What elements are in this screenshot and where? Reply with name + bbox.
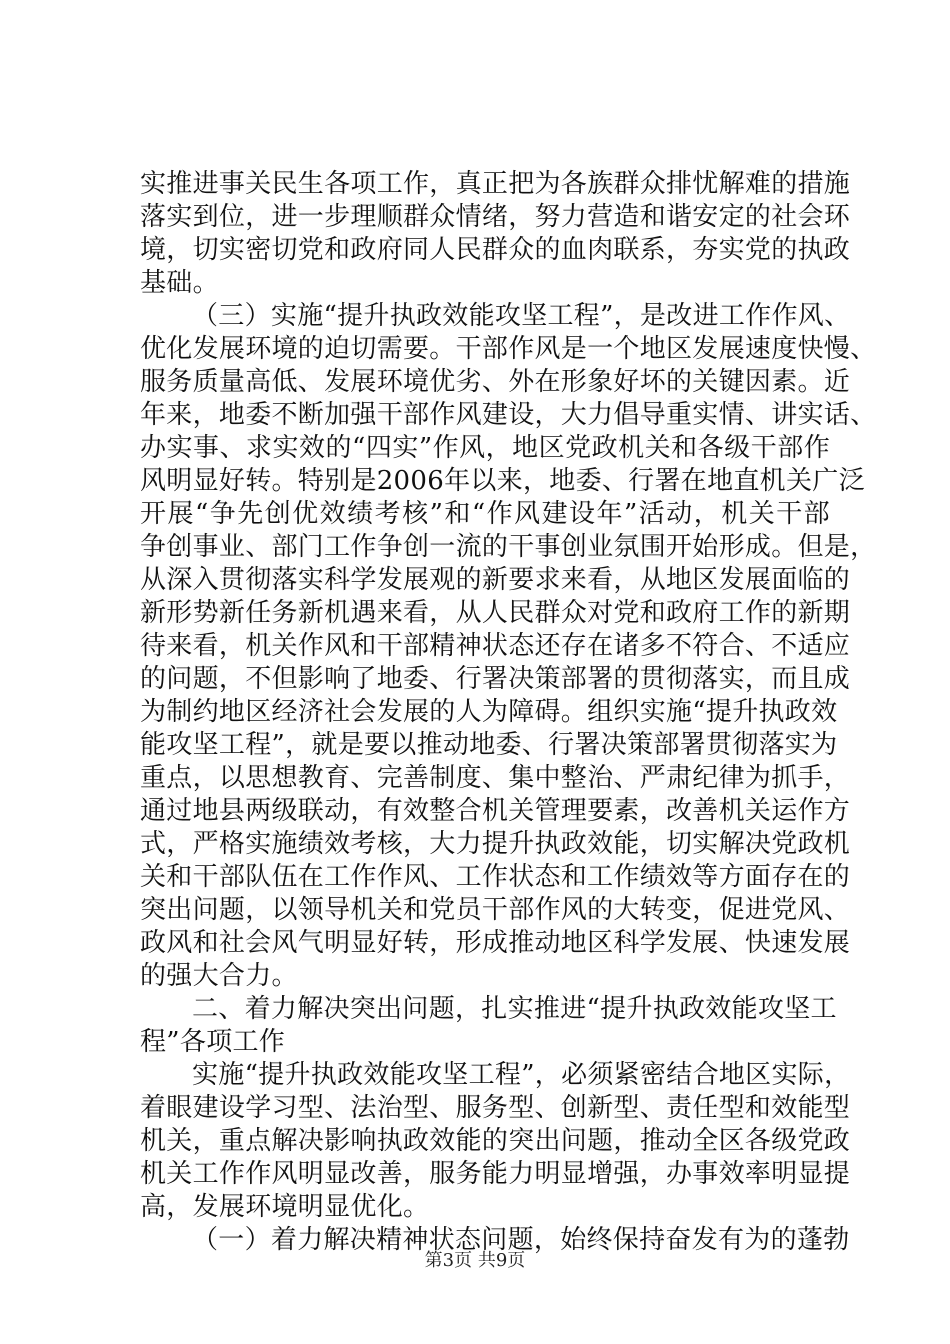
text-line: 待来看，机关作风和干部精神状态还存在诸多不符合、不适应 (140, 631, 851, 661)
section-heading-line: 二、着力解决突出问题，扎实推进“提升执政效能攻坚工 (192, 994, 837, 1024)
text-line: 机关工作作风明显改善，服务能力明显增强，办事效率明显提 (140, 1159, 851, 1189)
text-line: 新形势新任务新机遇来看，从人民群众对党和政府工作的新期 (140, 598, 851, 628)
text-line: 办实事、求实效的“四实”作风，地区党政机关和各级干部作 (140, 433, 830, 463)
page-number-footer: 第3页 共9页 (424, 1250, 526, 1271)
text-line: 式，严格实施绩效考核，大力提升执政效能，切实解决党政机 (140, 829, 851, 859)
text-line: （三）实施“提升执政效能攻坚工程”，是改进工作作风、 (192, 301, 851, 331)
section-heading-line: 程”各项工作 (140, 1027, 286, 1057)
text-line: 的问题，不但影响了地委、行署决策部署的贯彻落实，而且成 (140, 664, 851, 694)
body-text (140, 168, 877, 1257)
text-line: （一）着力解决精神状态问题，始终保持奋发有为的蓬勃 (192, 1225, 850, 1255)
text-line: 通过地县两级联动，有效整合机关管理要素，改善机关运作方 (140, 796, 851, 826)
text-line: 能攻坚工程”，就是要以推动地委、行署决策部署贯彻落实为 (140, 730, 838, 760)
text-line: 风明显好转。特别是2006年以来，地委、行署在地直机关广泛 (140, 466, 865, 496)
text-line: 境，切实密切党和政府同人民群众的血肉联系，夯实党的执政 (140, 235, 851, 265)
text-line: 实推进事关民生各项工作，真正把为各族群众排忧解难的措施 (140, 169, 851, 199)
text-line: 从深入贯彻落实科学发展观的新要求来看，从地区发展面临的 (140, 565, 851, 595)
text-line: 着眼建设学习型、法治型、服务型、创新型、责任型和效能型 (140, 1093, 851, 1123)
text-line: 服务质量高低、发展环境优劣、外在形象好坏的关键因素。近 (140, 367, 851, 397)
text-line: 年来，地委不断加强干部作风建设，大力倡导重实情、讲实话、 (140, 400, 877, 430)
text-line: 高，发展环境明显优化。 (140, 1192, 430, 1222)
text-line: 落实到位，进一步理顺群众情绪，努力营造和谐安定的社会环 (140, 202, 851, 232)
text-line: 机关，重点解决影响执政效能的突出问题，推动全区各级党政 (140, 1126, 851, 1156)
text-line: 优化发展环境的迫切需要。干部作风是一个地区发展速度快慢、 (140, 334, 877, 364)
text-line: 重点，以思想教育、完善制度、集中整治、严肃纪律为抓手， (140, 763, 851, 793)
text-line: 实施“提升执政效能攻坚工程”，必须紧密结合地区实际， (192, 1060, 851, 1090)
text-line: 争创事业、部门工作争创一流的干事创业氛围开始形成。但是， (140, 532, 877, 562)
text-line: 为制约地区经济社会发展的人为障碍。组织实施“提升执政效 (140, 697, 838, 727)
text-line: 基础。 (140, 268, 219, 298)
text-line: 突出问题，以领导机关和党员干部作风的大转变，促进党风、 (140, 895, 851, 925)
text-line: 关和干部队伍在工作作风、工作状态和工作绩效等方面存在的 (140, 862, 851, 892)
text-line: 的强大合力。 (140, 961, 298, 991)
text-line: 政风和社会风气明显好转，形成推动地区科学发展、快速发展 (140, 928, 851, 958)
text-line: 开展“争先创优效绩考核”和“作风建设年”活动，机关干部 (140, 499, 830, 529)
